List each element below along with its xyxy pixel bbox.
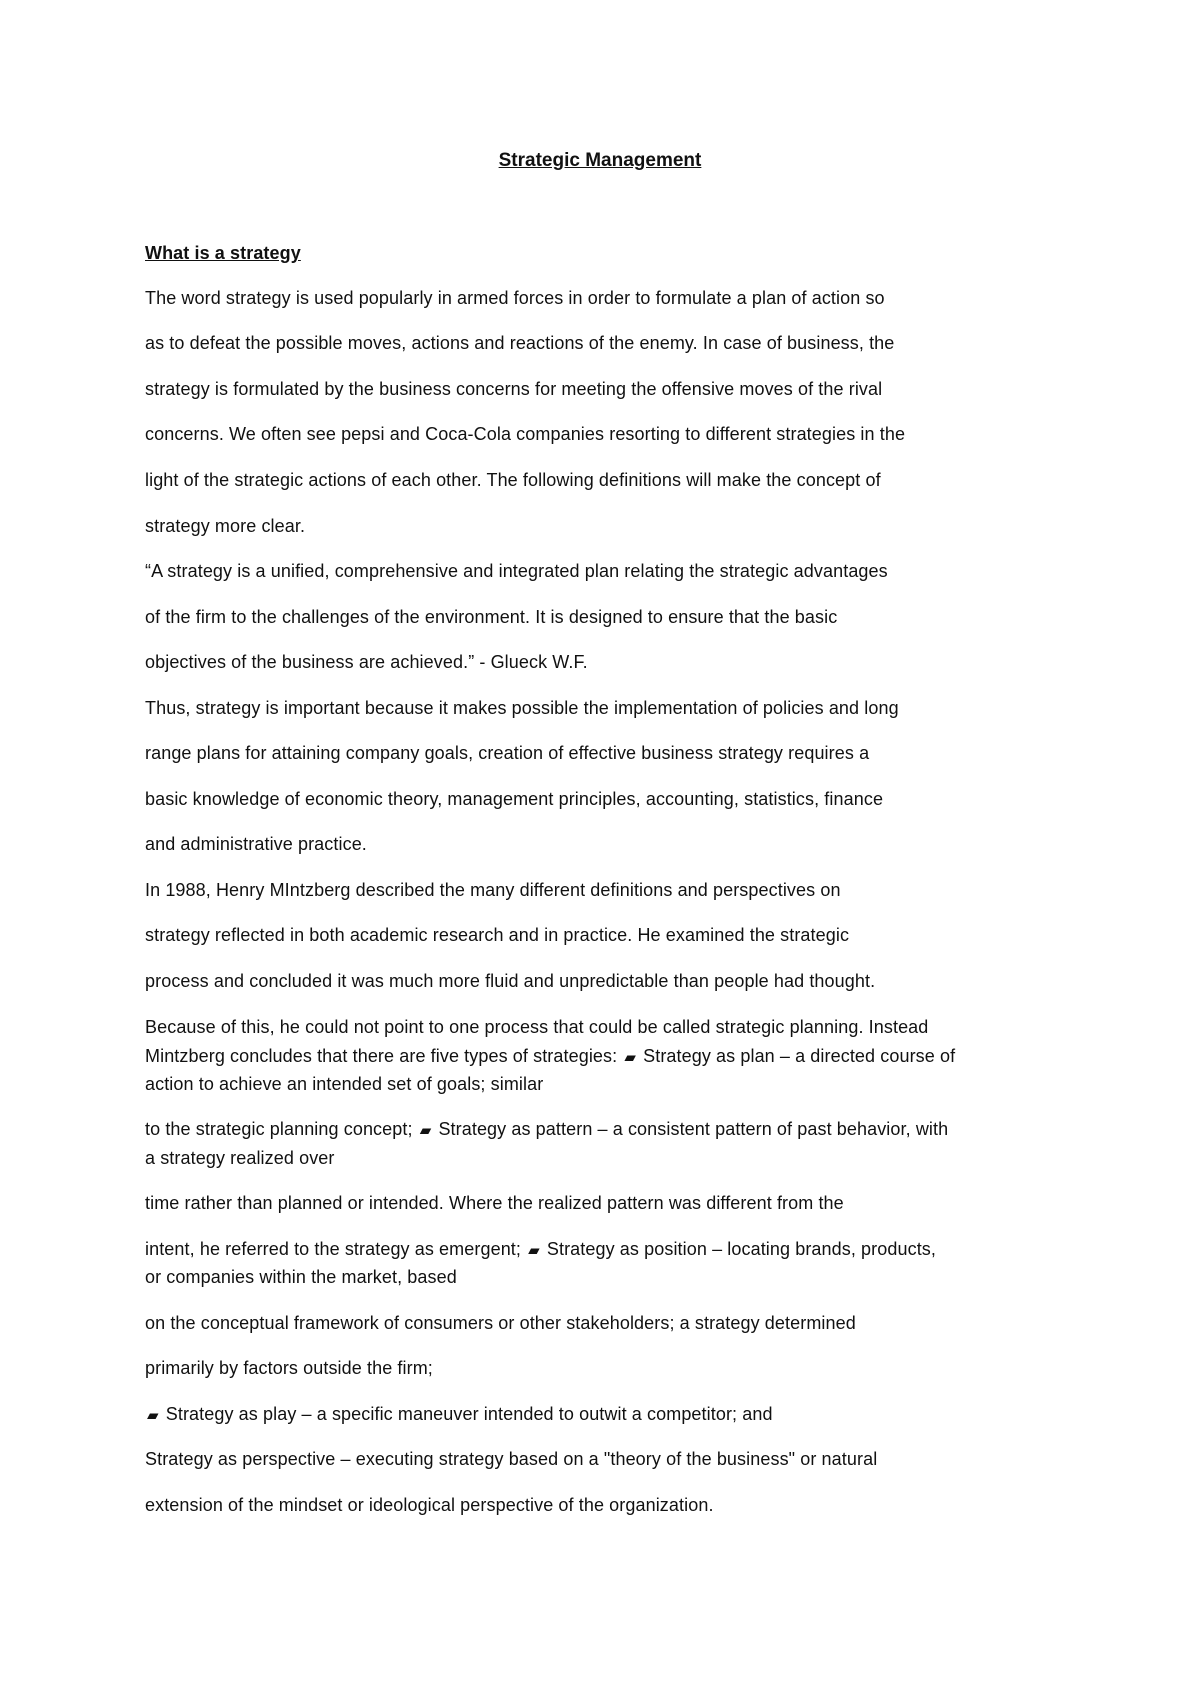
quote-line: “A strategy is a unified, comprehensive and integrated plan relating the strategic advantages	[145, 561, 888, 581]
line-text: Strategy as position – locating brands, products,	[546, 1239, 936, 1259]
paragraph-line: concerns. We often see pepsi and Coca-Cola companies resorting to different strategies in the	[145, 424, 906, 444]
paragraph-line: or companies within the market, based	[145, 1267, 457, 1287]
paragraph-line: strategy more clear.	[145, 516, 306, 536]
document-title: Strategic Management	[498, 150, 702, 171]
line-text: Strategy as play – a specific maneuver intended to outwit a competitor; and	[165, 1404, 773, 1424]
paragraph-line: on the conceptual framework of consumers or other stakeholders; a strategy determined	[145, 1313, 856, 1333]
paragraph-line: The word strategy is used popularly in armed forces in order to formulate a plan of action so	[145, 288, 885, 308]
paragraph-line: time rather than planned or intended. Where the realized pattern was different from the	[145, 1193, 844, 1213]
paragraph-line: process and concluded it was much more fluid and unpredictable than people had thought.	[145, 971, 876, 991]
paragraph-line: extension of the mindset or ideological perspective of the organization.	[145, 1495, 714, 1515]
paragraph-line: light of the strategic actions of each other. The following definitions will make the concept of	[145, 470, 881, 490]
paragraph-line: action to achieve an intended set of goals; similar	[145, 1074, 544, 1094]
line-text: intent, he referred to the strategy as emergent;	[145, 1239, 522, 1259]
paragraph-line: strategy is formulated by the business concerns for meeting the offensive moves of the rival	[145, 379, 883, 399]
paragraph-line: Because of this, he could not point to one process that could be called strategic planning. Instead	[145, 1017, 929, 1037]
quote-line: objectives of the business are achieved.” - Glueck W.F.	[145, 652, 588, 672]
line-text: Strategy as plan – a directed course of	[643, 1046, 956, 1066]
bullet-icon: ▰	[528, 1242, 540, 1259]
paragraph-line	[145, 1114, 1065, 1146]
bullet-icon: ▰	[419, 1122, 432, 1139]
paragraph-line: primarily by factors outside the firm;	[145, 1358, 433, 1378]
paragraph-line: a strategy realized over	[145, 1148, 335, 1168]
paragraph-line: basic knowledge of economic theory, management principles, accounting, statistics, finance	[145, 789, 884, 809]
line-text: Strategy as pattern – a consistent pattern of past behavior, with	[438, 1119, 949, 1139]
line-text: to the strategic planning concept;	[145, 1119, 413, 1139]
paragraph-line: and administrative practice.	[145, 834, 367, 854]
paragraph-line: Strategy as perspective – executing strategy based on a "theory of the business" or natural	[145, 1449, 878, 1469]
section-heading: What is a strategy	[145, 243, 301, 263]
bullet-icon: ▰	[147, 1407, 159, 1424]
paragraph-line	[145, 1399, 1065, 1431]
paragraph-line: Thus, strategy is important because it makes possible the implementation of policies and long	[145, 698, 899, 718]
line-text: Mintzberg concludes that there are five types of strategies:	[145, 1046, 618, 1066]
paragraph-line: range plans for attaining company goals, creation of effective business strategy requires a	[145, 743, 870, 763]
paragraph-line: In 1988, Henry MIntzberg described the many different definitions and perspectives on	[145, 880, 841, 900]
paragraph-line: strategy reflected in both academic research and in practice. He examined the strategic	[145, 925, 850, 945]
quote-line: of the firm to the challenges of the environment. It is designed to ensure that the basic	[145, 607, 838, 627]
bullet-icon: ▰	[624, 1049, 636, 1066]
paragraph-line: as to defeat the possible moves, actions and reactions of the enemy. In case of business, the	[145, 333, 895, 353]
